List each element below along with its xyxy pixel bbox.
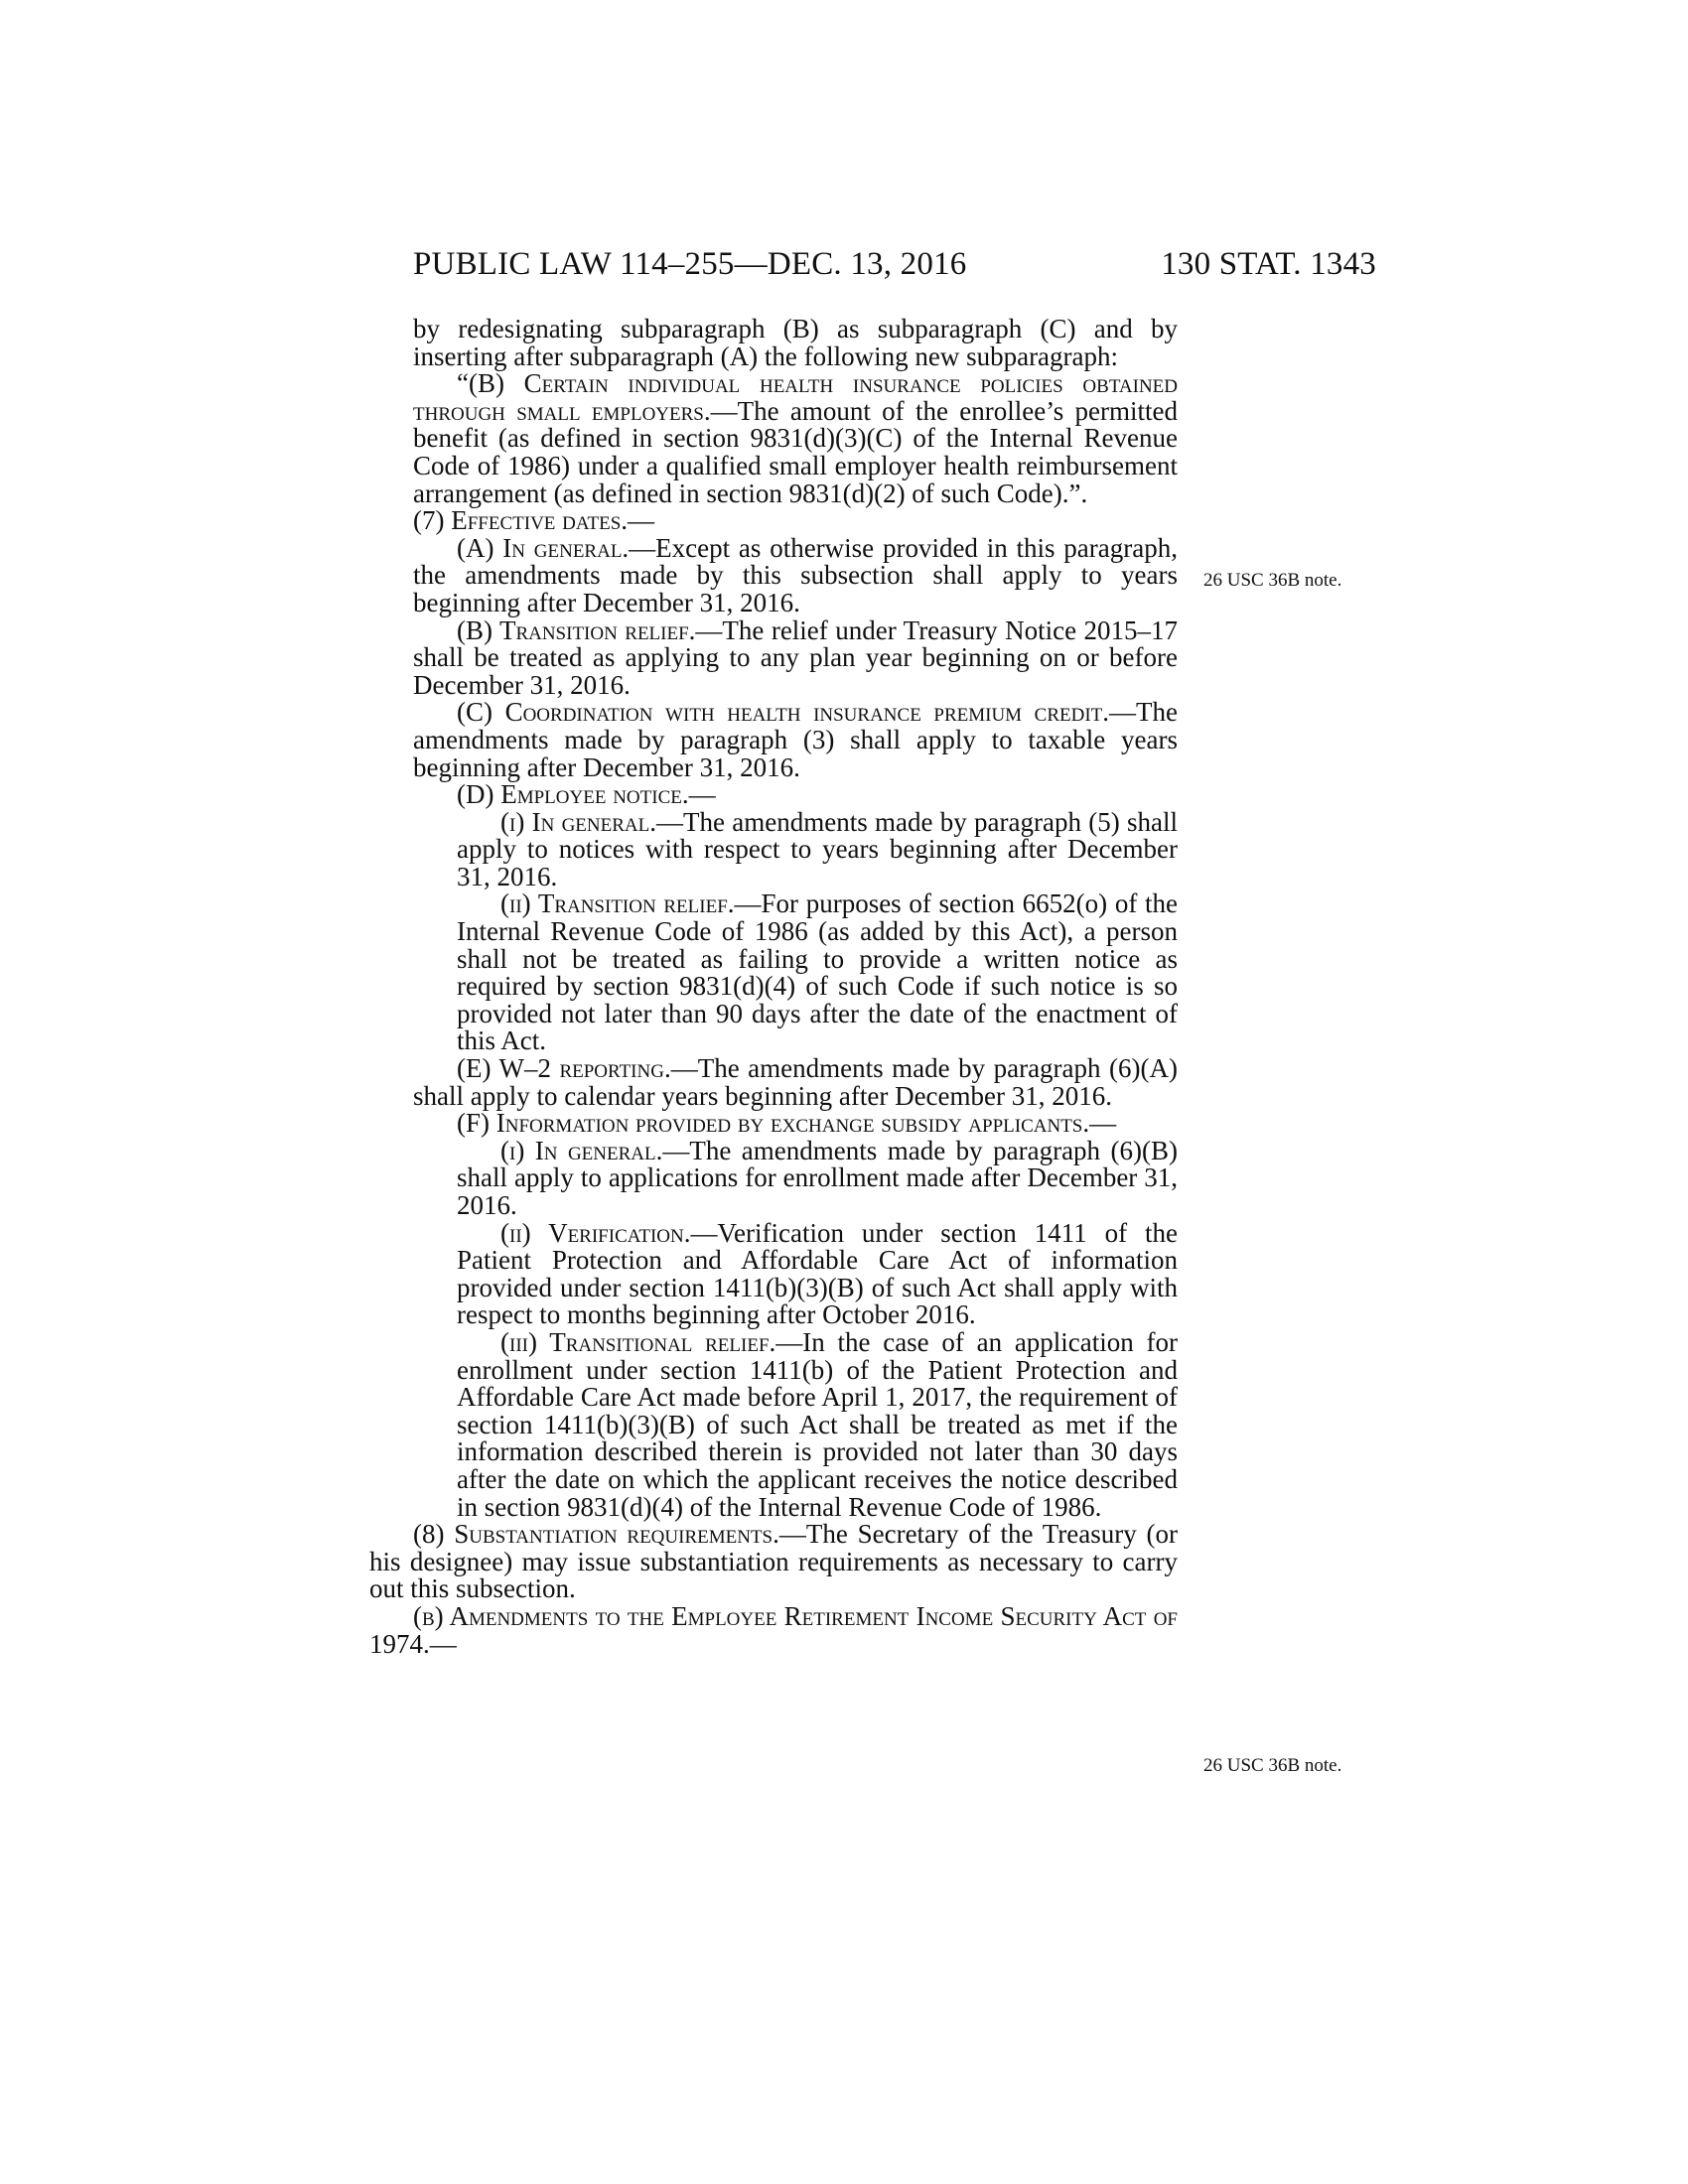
paragraph-heading: (b) Amendments to the Employee Retirement Income Security Act of 1974. [369,1600,1178,1659]
paragraph-7c-coordination: (C) Coordination with health insurance premium credit.—The amendments made by paragraph (3) shall apply to taxable years beginning after December 31, 2016. [413,697,1178,782]
paragraph-heading: (E) W–2 reporting. [457,1053,671,1084]
paragraph-7-effective-dates: (7) Effective dates.— [413,505,655,536]
margin-note-usc: 26 USC 36B note. [1203,570,1342,591]
paragraph-heading: (i) In general. [500,806,656,837]
paragraph-heading: (A) In general. [457,532,630,563]
paragraph-7d-ii-transition-relief: (ii) Transition relief.—For purposes of section 6652(o) of the Internal Revenue Code of 1986 (as added by this Act), a person shall not be treated as failing to provide a written notice as required by section 9831(d)(4) of such Code if such notice is so provided not later than 90 days after the date of the enactment of this Act. [457,888,1178,1056]
paragraph-heading: (8) Substantiation requirements. [413,1519,779,1550]
paragraph-intro: by redesignating subparagraph (B) as subparagraph (C) and by inserting after subparagraph (A) the following new subparagraph: [413,314,1178,371]
page-number: 130 STAT. 1343 [1161,246,1376,282]
paragraph-heading: (B) Transition relief. [457,614,696,645]
paragraph-7f-information-provided: (F) Information provided by exchange subsidy applicants.— [457,1108,1117,1139]
paragraph-heading: (ii) Verification. [500,1217,691,1248]
law-title: PUBLIC LAW 114–255—DEC. 13, 2016 [413,246,967,282]
paragraph-7f-ii-verification: (ii) Verification.—Verification under section 1411 of the Patient Protection and Affordable Care Act of information provided under section 1411(b)(3)(B) of such Act shall apply with respect to months beginning after October 2016. [457,1217,1179,1330]
paragraph-7e-w2-reporting: (E) W–2 reporting.—The amendments made by paragraph (6)(A) shall apply to calendar years beginning after December 31, 2016. [413,1053,1178,1111]
paragraph-heading: (i) In general. [500,1135,663,1165]
paragraph-7d-employee-notice: (D) Employee notice.— [457,779,716,810]
paragraph-heading: (iii) Transitional relief. [500,1326,776,1357]
paragraph-heading: (ii) Transition relief. [500,888,735,919]
paragraph-heading: (F) Information provided by exchange subsidy applicants. [457,1108,1090,1139]
paragraph-heading: (D) Employee notice. [457,779,689,810]
paragraph-b-erisa-amendments: (b) Amendments to the Employee Retirement Income Security Act of 1974.— [369,1600,1178,1659]
paragraph-heading: (C) Coordination with health insurance premium credit. [457,697,1110,728]
paragraph-7a-in-general: (A) In general.—Except as otherwise provided in this paragraph, the amendments made by this subsection shall apply to years beginning after December 31, 2016. [413,532,1178,617]
paragraph-7f-iii-transitional-relief: (iii) Transitional relief.—In the case of an application for enrollment under section 1411(b) of the Patient Protection and Affordable Care Act made before April 1, 2017, the requirement of section 1411(b)(3)(B) of such Act shall be treated as met if the information described therein is provided not later than 30 days after the date on which the applicant receives the notice described in section 9831(d)(4) of the Internal Revenue Code of 1986. [457,1326,1178,1522]
paragraph-heading: (7) Effective dates. [413,505,629,536]
margin-note-usc: 26 USC 36B note. [1203,1755,1342,1776]
paragraph-inserted-subparagraph-b: “(B) Certain individual health insurance policies obtained through small employers.—The amount of the enrollee’s permitted benefit (as defined in section 9831(d)(3)(C) of the Internal Revenue Code of 1986) under a qualified small employer health reimbursement arrangement (as defined in section 9831(d)(2) of such Code).”. [413,368,1178,508]
statute-body [369,314,1179,1659]
paragraph-7d-i-in-general: (i) In general.—The amendments made by paragraph (5) shall apply to notices with respect to years beginning after December 31, 2016. [457,806,1178,891]
paragraph-7b-transition-relief: (B) Transition relief.—The relief under Treasury Notice 2015–17 shall be treated as applying to any plan year beginning on or before December 31, 2016. [413,614,1179,700]
paragraph-heading: “(B) Certain individual health insurance policies obtained through small employers. [413,368,1178,426]
paragraph-7f-i-in-general: (i) In general.—The amendments made by paragraph (6)(B) shall apply to applications for enrollment made after December 31, 2016. [457,1135,1178,1220]
page-header [413,246,1376,286]
paragraph-8-substantiation: (8) Substantiation requirements.—The Secretary of the Treasury (or his designee) may issue substantiation requirements as necessary to carry out this subsection. [369,1519,1178,1604]
